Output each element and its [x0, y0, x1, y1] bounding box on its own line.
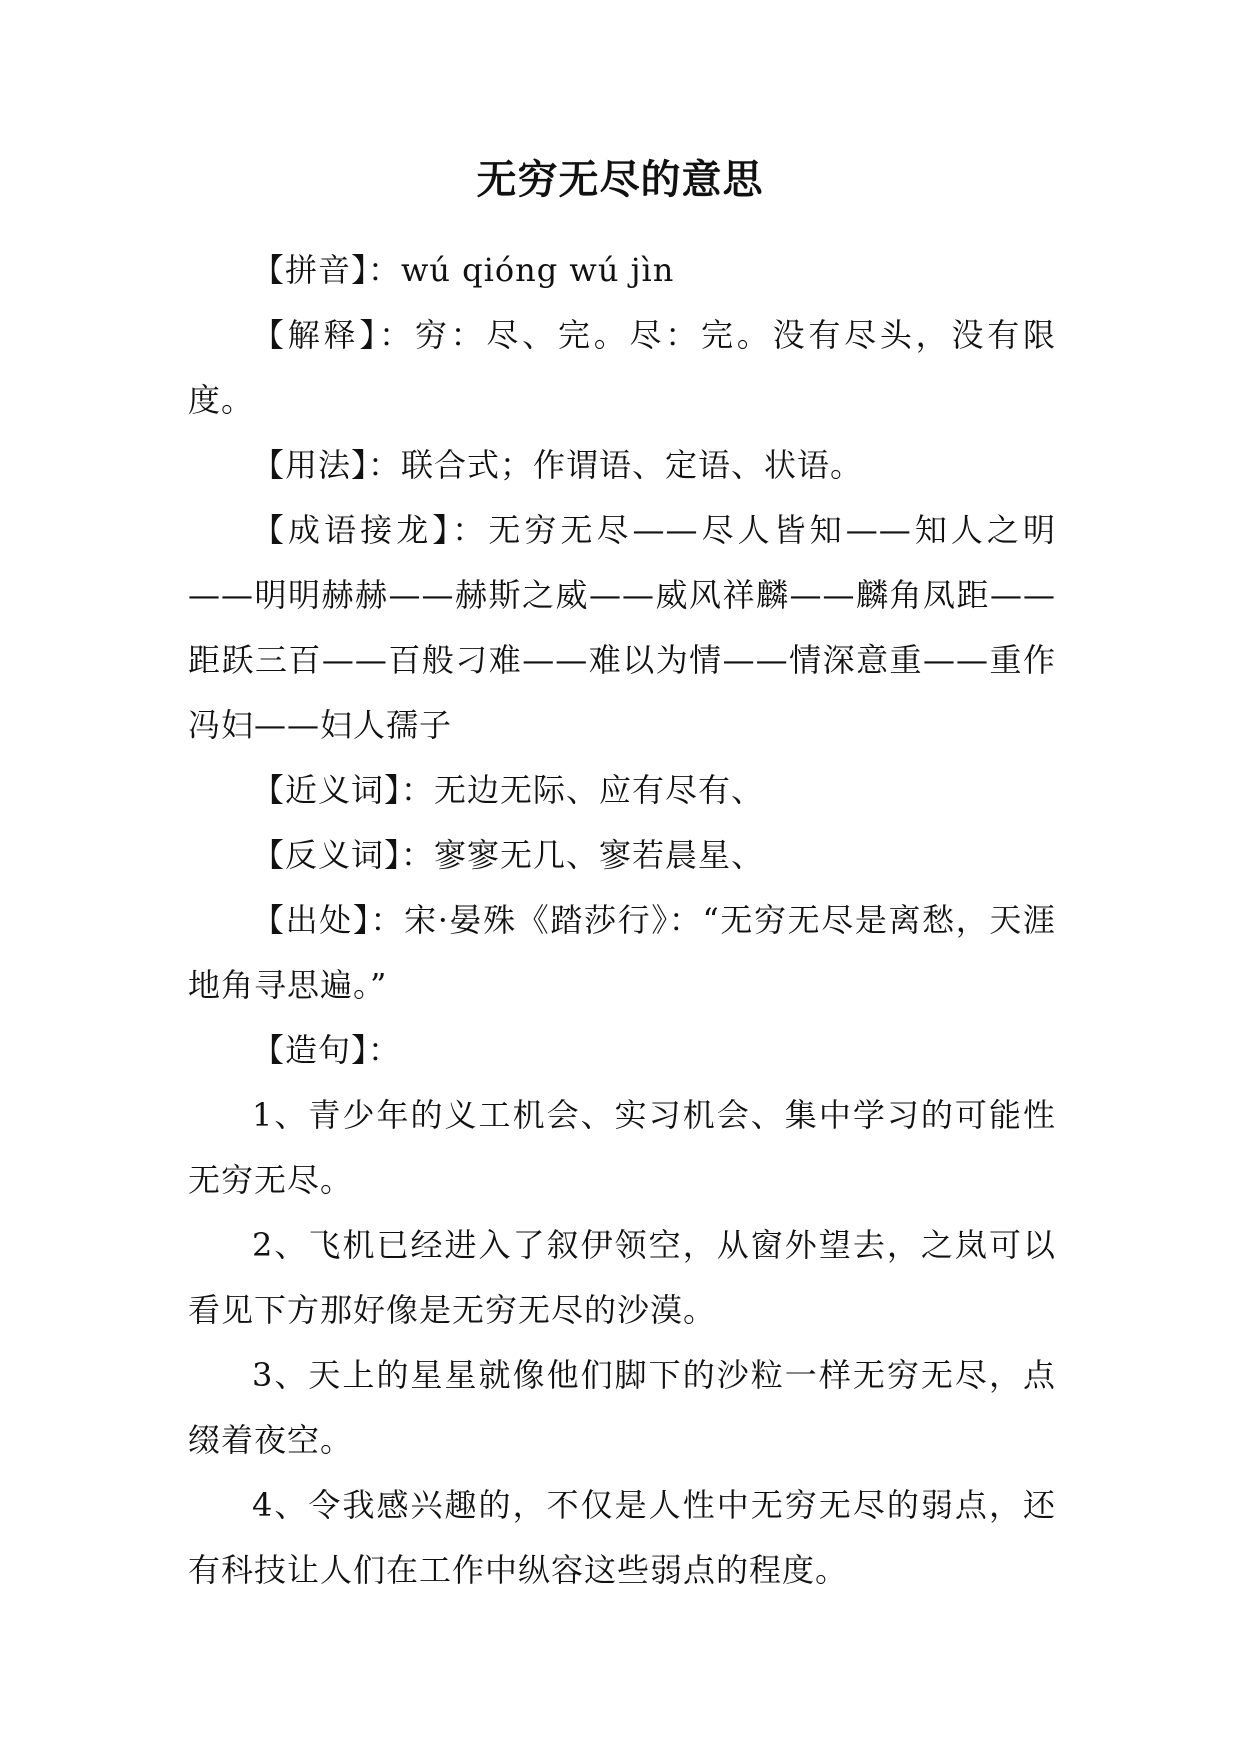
- antonyms-paragraph: 【反义词】：寥寥无几、寥若晨星、: [252, 836, 765, 874]
- example-sentence-1: 1、青少年的义工机会、实习机会、集中学习的可能性无穷无尽。: [188, 1096, 1056, 1199]
- usage-paragraph: 【用法】：联合式；作谓语、定语、状语。: [252, 446, 864, 484]
- example-heading: 【造句】：: [252, 1031, 402, 1069]
- document-body: [188, 238, 1056, 1603]
- pinyin-paragraph: 【拼音】：wú qióng wú jìn: [252, 251, 675, 289]
- example-sentence-2: 2、飞机已经进入了叙伊领空，从窗外望去，之岚可以看见下方那好像是无穷无尽的沙漠。: [188, 1226, 1056, 1329]
- idiom-chain-paragraph: 【成语接龙】：无穷无尽——尽人皆知——知人之明——明明赫赫——赫斯之威——威风祥麟——麟角凤距——距跃三百——百般刁难——难以为情——情深意重——重作冯妇——妇人孺子: [188, 511, 1056, 744]
- example-sentence-4: 4、令我感兴趣的，不仅是人性中无穷无尽的弱点，还有科技让人们在工作中纵容这些弱点的程度。: [188, 1486, 1056, 1589]
- definition-paragraph: 【解释】：穷：尽、完。尽：完。没有尽头，没有限度。: [188, 316, 1056, 419]
- source-paragraph: 【出处】：宋·晏殊《踏莎行》：“无穷无尽是离愁，天涯地角寻思遍。”: [188, 901, 1056, 1004]
- example-sentence-3: 3、天上的星星就像他们脚下的沙粒一样无穷无尽，点缀着夜空。: [188, 1356, 1056, 1459]
- synonyms-paragraph: 【近义词】：无边无际、应有尽有、: [252, 771, 765, 809]
- document-title: 无穷无尽的意思: [476, 157, 764, 203]
